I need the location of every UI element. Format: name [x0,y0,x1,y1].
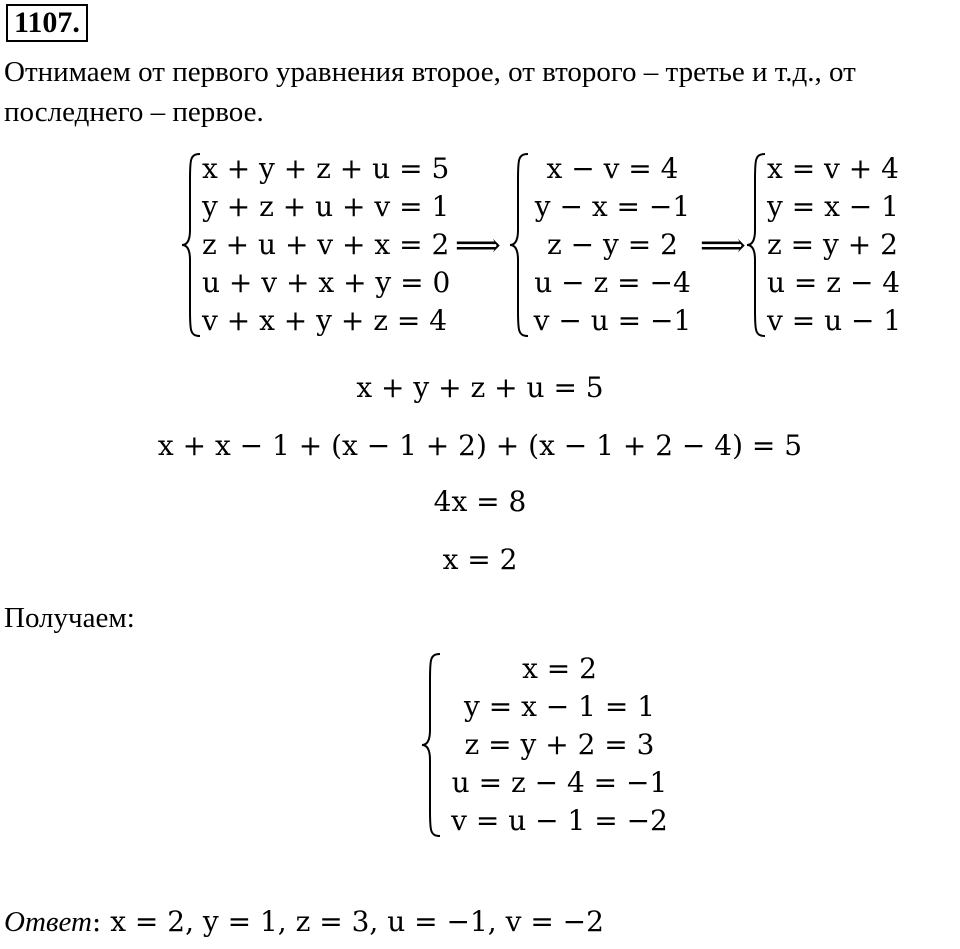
brace-icon [745,150,767,340]
equation-2: x + x − 1 + (x − 1 + 2) + (x − 1 + 2 − 4) = 5 [157,429,803,462]
system-1-row: y + z + u + v = 1 [202,190,450,223]
result-row: y = x − 1 = 1 [463,690,656,723]
implies-arrow-1: ⟹ [455,227,501,263]
system-2-row: x − v = 4 [546,152,679,185]
equation-4: x = 2 [442,543,518,576]
answer [4,905,604,939]
system-3-row: u = z − 4 [767,266,901,299]
result-row: v = u − 1 = −2 [451,804,668,837]
answer-value: : x = 2, y = 1, z = 3, u = −1, v = −2 [91,905,604,938]
brace-icon [180,150,202,340]
system-2-row: z − y = 2 [547,228,678,261]
system-3-row: v = u − 1 [767,304,902,337]
system-1-row: z + u + v + x = 2 [202,228,450,261]
system-3-row: x = v + 4 [767,152,899,185]
result-system [420,650,680,840]
system-1 [180,150,460,340]
intro-line-1: Отнимаем от первого уравнения второе, от второго – третье и т.д., от [4,56,856,88]
system-1-row: x + y + z + u = 5 [202,152,450,185]
implies-arrow-2: ⟹ [700,227,746,263]
result-row: x = 2 [522,652,597,685]
system-3 [745,150,945,340]
system-2-row: v − u = −1 [533,304,692,337]
system-1-row: v + x + y + z = 4 [202,304,448,337]
system-2-row: y − x = −1 [534,190,691,223]
equation-1: x + y + z + u = 5 [356,371,604,404]
problem-number: 1107. [6,4,88,42]
system-3-row: y = x − 1 [767,190,899,223]
brace-icon [508,150,530,340]
brace-icon [420,650,442,840]
intro-line-2: последнего – первое. [4,96,264,128]
system-2 [508,150,698,340]
answer-label: Ответ [4,906,92,938]
system-2-row: u − z = −4 [534,266,691,299]
result-row: u = z − 4 = −1 [451,766,668,799]
system-3-row: z = y + 2 [767,228,898,261]
system-1-row: u + v + x + y = 0 [202,266,451,299]
result-row: z = y + 2 = 3 [464,728,655,761]
get-label: Получаем: [4,602,135,634]
equation-3: 4x = 8 [433,485,527,518]
